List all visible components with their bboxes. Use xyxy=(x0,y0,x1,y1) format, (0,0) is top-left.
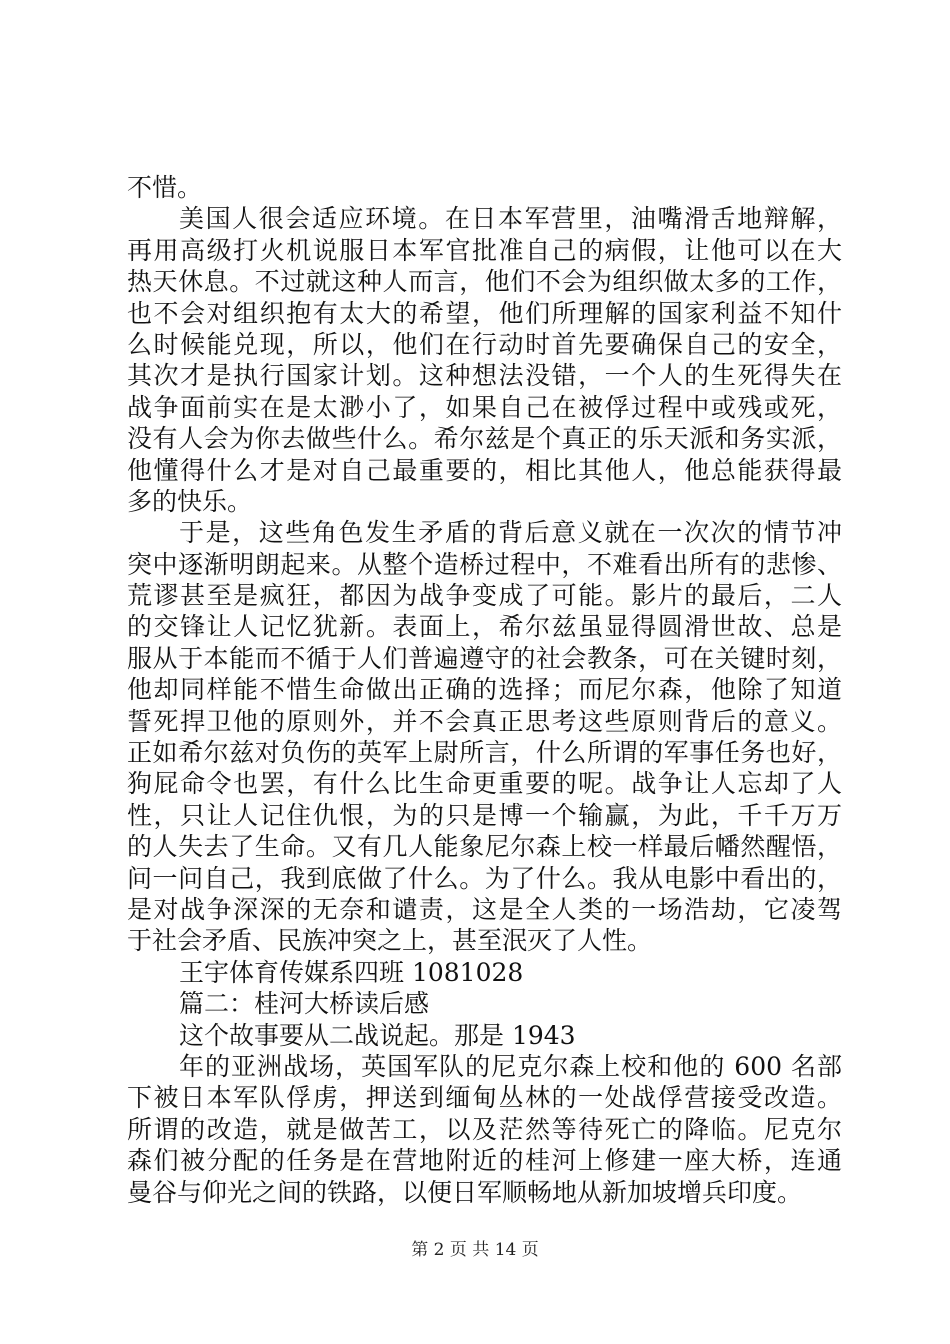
text-line: 篇二：桂河大桥读后感 xyxy=(179,989,430,1019)
text-line: 于是，这些角色发生矛盾的背后意义就在一次次的情节冲 xyxy=(179,518,842,548)
text-line: 战争面前实在是太渺小了，如果自己在被俘过程中或残或死， xyxy=(127,392,842,422)
text-line: 于社会矛盾、民族冲突之上，甚至泯灭了人性。 xyxy=(127,926,653,956)
text-line: 他懂得什么才是对自己最重要的，相比其他人，他总能获得最 xyxy=(127,455,842,485)
text-line: 没有人会为你去做些什么。希尔兹是个真正的乐天派和务实派， xyxy=(127,424,842,454)
text-line: 荒谬甚至是疯狂，都因为战争变成了可能。影片的最后，二人 xyxy=(127,581,842,611)
text-line: 再用高级打火机说服日本军官批准自己的病假，让他可以在大 xyxy=(127,235,842,265)
text-line: 么时候能兑现，所以，他们在行动时首先要确保自己的安全， xyxy=(127,329,842,359)
text-line: 的人失去了生命。又有几人能象尼尔森上校一样最后幡然醒悟， xyxy=(127,832,842,862)
text-line: 王宇体育传媒系四班 1081028 xyxy=(179,957,524,987)
text-line: 这个故事要从二战说起。那是 1943 xyxy=(179,1020,576,1050)
text-line: 性，只让人记住仇恨，为的只是博一个输赢，为此，千千万万 xyxy=(127,800,842,830)
text-line: 所谓的改造，就是做苦工，以及茫然等待死亡的降临。尼克尔 xyxy=(127,1114,842,1144)
text-line: 服从于本能而不循于人们普遍遵守的社会教条，可在关键时刻， xyxy=(127,643,842,673)
text-line: 突中逐渐明朗起来。从整个造桥过程中，不难看出所有的悲惨、 xyxy=(127,549,842,579)
text-line: 问一问自己，我到底做了什么。为了什么。我从电影中看出的， xyxy=(127,863,842,893)
text-line: 森们被分配的任务是在营地附近的桂河上修建一座大桥，连通 xyxy=(127,1146,842,1176)
text-line: 狗屁命令也罢，有什么比生命更重要的呢。战争让人忘却了人 xyxy=(127,769,842,799)
document-body xyxy=(127,172,842,1208)
text-line: 誓死捍卫他的原则外，并不会真正思考这些原则背后的意义。 xyxy=(127,706,842,736)
text-line: 曼谷与仰光之间的铁路，以便日军顺畅地从新加坡增兵印度。 xyxy=(127,1177,803,1207)
text-line: 年的亚洲战场，英国军队的尼克尔森上校和他的 600 名部 xyxy=(179,1051,842,1081)
text-line: 下被日本军队俘虏，押送到缅甸丛林的一处战俘营接受改造。 xyxy=(127,1083,842,1113)
text-line: 其次才是执行国家计划。这种想法没错，一个人的生死得失在 xyxy=(127,361,842,391)
text-line: 热天休息。不过就这种人而言，他们不会为组织做太多的工作， xyxy=(127,267,842,297)
text-line: 多的快乐。 xyxy=(127,486,253,516)
text-line: 美国人很会适应环境。在日本军营里，油嘴滑舌地辩解， xyxy=(179,204,842,234)
text-line: 也不会对组织抱有太大的希望，他们所理解的国家利益不知什 xyxy=(127,298,842,328)
text-line: 是对战争深深的无奈和谴责，这是全人类的一场浩劫，它凌驾 xyxy=(127,894,842,924)
page-number-label: 第 2 页 共 14 页 xyxy=(411,1240,539,1260)
text-line: 不惜。 xyxy=(127,173,203,202)
text-line: 他却同样能不惜生命做出正确的选择；而尼尔森，他除了知道 xyxy=(127,675,842,705)
page-footer xyxy=(0,1240,950,1260)
text-line: 的交锋让人记忆犹新。表面上，希尔兹虽显得圆滑世故、总是 xyxy=(127,612,842,642)
text-line: 正如希尔兹对负伤的英军上尉所言，什么所谓的军事任务也好， xyxy=(127,738,842,768)
